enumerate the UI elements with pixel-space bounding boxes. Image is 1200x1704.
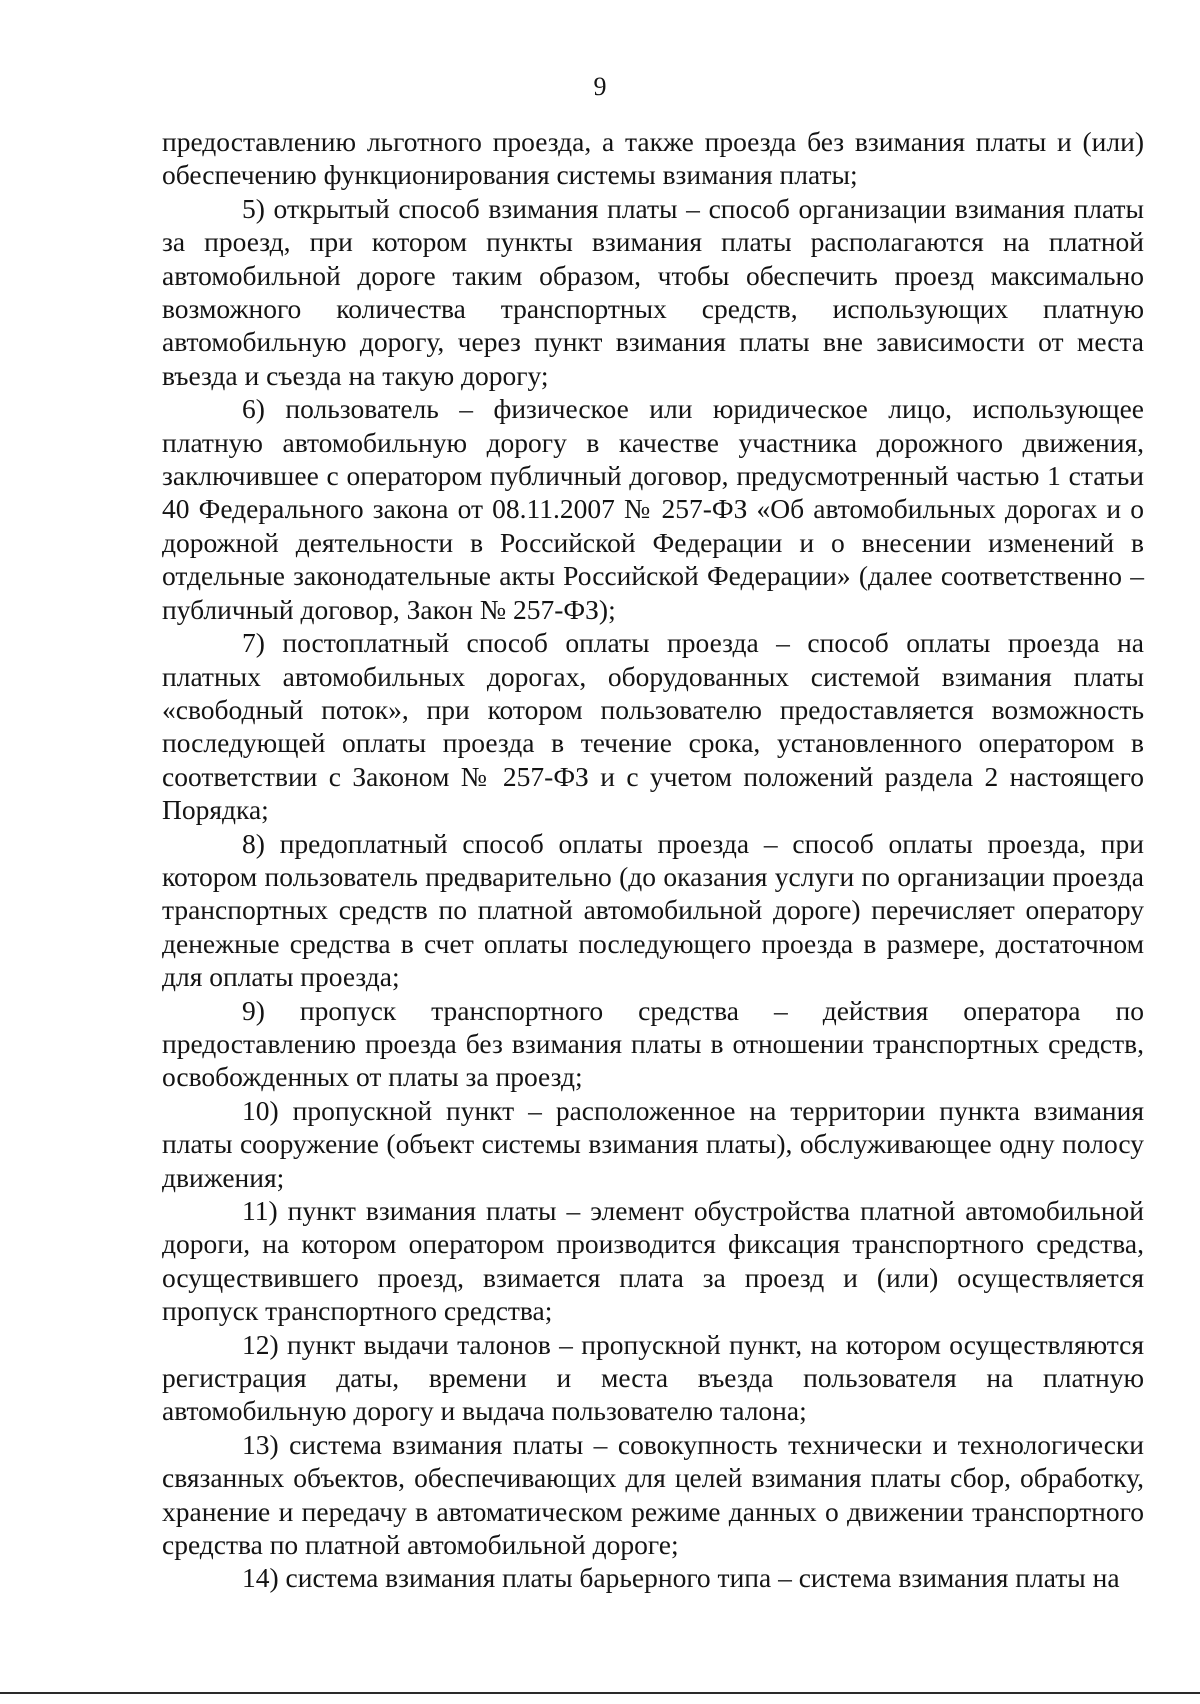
paragraph-item-6: 6) пользователь – физическое или юридическое лицо, использующее платную автомобильную дорогу в качестве участника дорожного движения, заключившее с оператором публичный договор, предусмотренный частью 1 статьи 40 Федерального закона от 08.11.2007 № 257-ФЗ «Об автомобильных дорогах и о дорожной деятельности в Российской Федерации и о внесении изменений в отдельные законодательные акты Российской Федерации» (далее соответственно – публичный договор, Закон № 257-ФЗ); (162, 393, 1144, 625)
scan-edge-line (0, 1692, 1200, 1694)
paragraph-item-9: 9) пропуск транспортного средства – действия оператора по предоставлению проезда без взимания платы в отношении транспортных средств, освобожденных от платы за проезд; (162, 994, 1144, 1093)
page-number: 9 (593, 72, 607, 101)
paragraph-continuation: предоставлению льготного проезда, а также проезда без взимания платы и (или) обеспечению функционирования системы взимания платы; (162, 126, 1144, 191)
paragraph-item-5: 5) открытый способ взимания платы – способ организации взимания платы за проезд, при котором пункты взимания платы располагаются на платной автомобильной дороге таким образом, чтобы обеспечить проезд максимально возможного количества транспортных средств, использующих платную автомобильную дорогу, через пункт взимания платы вне зависимости от места въезда и съезда на такую дорогу; (162, 192, 1144, 391)
paragraph-item-8: 8) предоплатный способ оплаты проезда – способ оплаты проезда, при котором пользователь предварительно (до оказания услуги по организации проезда транспортных средств по платной автомобильной дороге) перечисляет оператору денежные средства в счет оплаты последующего проезда в размере, достаточном для оплаты проезда; (162, 827, 1144, 993)
paragraph-item-11: 11) пункт взимания платы – элемент обустройства платной автомобильной дороги, на котором оператором производится фиксация транспортного средства, осуществившего проезд, взимается плата за проезд и (или) осуществляется пропуск транспортного средства; (162, 1195, 1144, 1327)
paragraph-item-10: 10) пропускной пункт – расположенное на территории пункта взимания платы сооружение (объект системы взимания платы), обслуживающее одну полосу движения; (162, 1094, 1144, 1193)
paragraph-item-7: 7) постоплатный способ оплаты проезда – способ оплаты проезда на платных автомобильных дорогах, оборудованных системой взимания платы «свободный поток», при котором пользователю предоставляется возможность последующей оплаты проезда в течение срока, установленного оператором в соответствии с Законом № 257-ФЗ и с учетом положений раздела 2 настоящего Порядка; (162, 627, 1144, 826)
paragraph-item-12: 12) пункт выдачи талонов – пропускной пункт, на котором осуществляются регистрация даты, времени и места въезда пользователя на платную автомобильную дорогу и выдача пользователю талона; (162, 1328, 1144, 1427)
paragraph-item-14: 14) система взимания платы барьерного типа – система взимания платы на (242, 1562, 1120, 1594)
document-body (162, 125, 1144, 1595)
paragraph-item-13: 13) система взимания платы – совокупность технически и технологически связанных объектов, обеспечивающих для целей взимания платы сбор, обработку, хранение и передачу в автоматическом режиме данных о движении транспортного средства по платной автомобильной дороге; (162, 1428, 1144, 1561)
